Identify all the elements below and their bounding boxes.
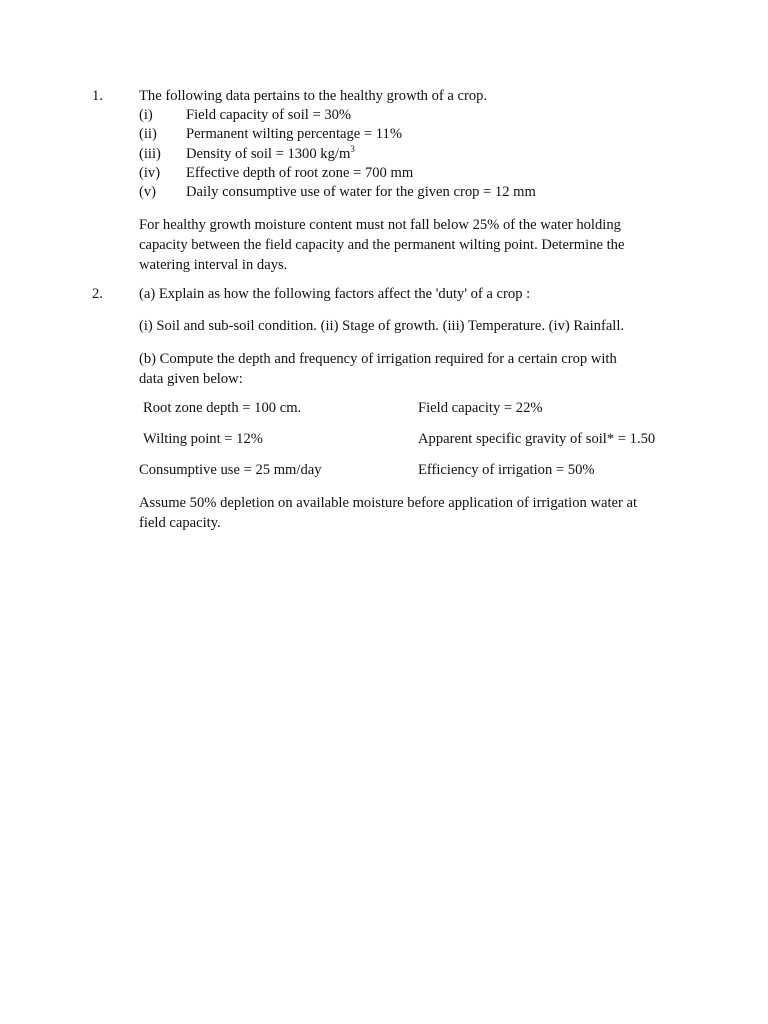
data-row-3-left: Consumptive use = 25 mm/day: [139, 462, 322, 478]
paragraph-line: For healthy growth moisture content must not fall below 25% of the water holding: [139, 217, 621, 233]
item-1-label: (i): [139, 107, 153, 123]
paragraph-line: (b) Compute the depth and frequency of irrigation required for a certain crop with: [139, 351, 617, 367]
data-row-3-right: Efficiency of irrigation = 50%: [418, 462, 595, 478]
item-5-label: (v): [139, 184, 157, 200]
item-3-superscript: 3: [350, 144, 355, 154]
data-row-1-left: Root zone depth = 100 cm.: [143, 400, 302, 416]
question-2-number: 2.: [92, 286, 103, 302]
item-2-label: (ii): [139, 126, 157, 142]
paragraph-line: field capacity.: [139, 515, 221, 531]
item-4-label: (iv): [139, 165, 161, 181]
question-1-paragraph: [139, 215, 679, 275]
question-2-part-b: [139, 349, 679, 389]
item-5-text: Daily consumptive use of water for the given crop = 12 mm: [186, 184, 536, 200]
item-3-label: (iii): [139, 146, 161, 162]
data-row-1-right: Field capacity = 22%: [418, 400, 543, 416]
item-4-text: Effective depth of root zone = 700 mm: [186, 165, 414, 181]
item-1-text: Field capacity of soil = 30%: [186, 107, 352, 123]
question-1-number: 1.: [92, 88, 103, 104]
question-1-intro: The following data pertains to the healthy growth of a crop.: [139, 88, 488, 104]
item-3-text: Density of soil = 1300 kg/m: [186, 146, 351, 162]
item-3-line: [186, 146, 355, 163]
question-2-factors: (i) Soil and sub-soil condition. (ii) Stage of growth. (iii) Temperature. (iv) Rainfall.: [139, 318, 625, 334]
data-row-2-left: Wilting point = 12%: [143, 431, 263, 447]
question-2-assumption: [139, 493, 679, 533]
paragraph-line: watering interval in days.: [139, 257, 288, 273]
paragraph-line: data given below:: [139, 371, 243, 387]
paragraph-line: Assume 50% depletion on available moisture before application of irrigation water at: [139, 495, 638, 511]
question-2-part-a: (a) Explain as how the following factors affect the 'duty' of a crop :: [139, 286, 531, 302]
paragraph-line: capacity between the field capacity and the permanent wilting point. Determine the: [139, 237, 625, 253]
data-row-2-right: Apparent specific gravity of soil* = 1.50: [418, 431, 656, 447]
item-2-text: Permanent wilting percentage = 11%: [186, 126, 402, 142]
